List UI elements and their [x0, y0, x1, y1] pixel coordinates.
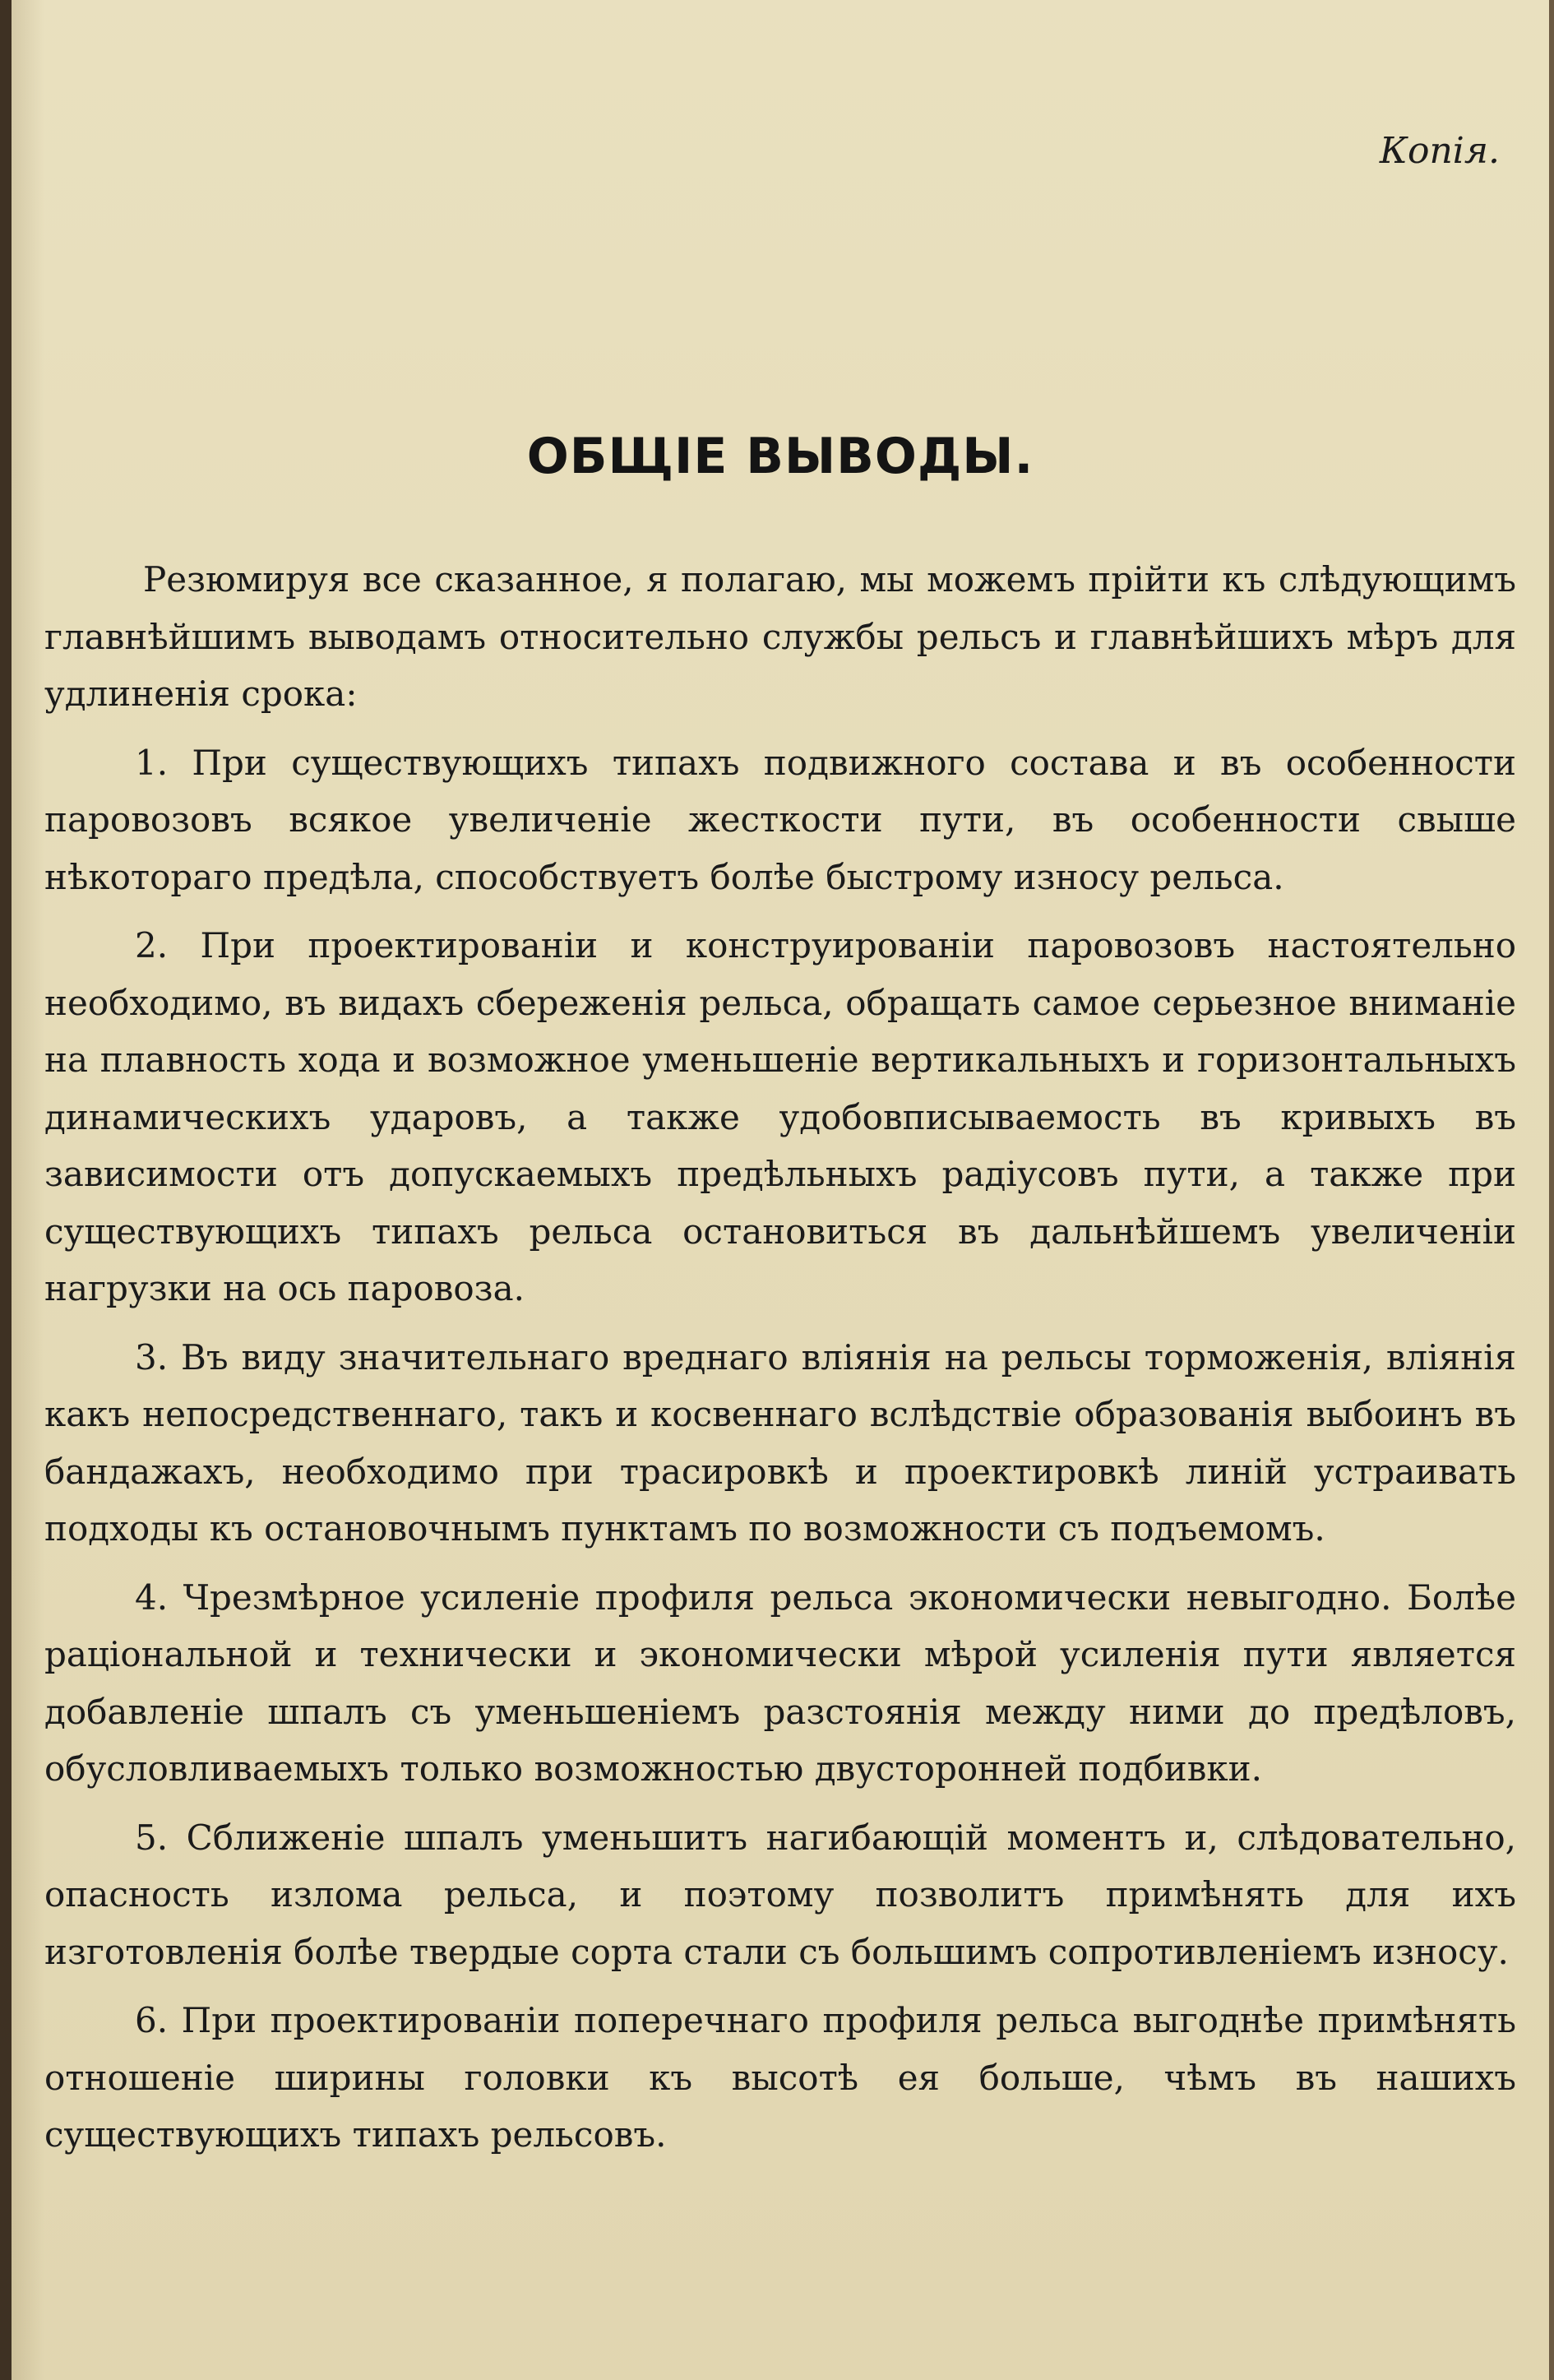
document-page — [12, 0, 1549, 2380]
page-left-edge — [0, 0, 12, 2380]
copy-label: Копія. — [1379, 130, 1500, 172]
conclusion-item-4: 4. Чрезмѣрное усиленіе профиля рельса экономически невыгодно. Болѣе раціональной и технически и экономически мѣрой усиленія пути является добавленіе шпалъ съ уменьшеніемъ разстоянія между ними до предѣловъ, обусловливаемыхъ только возможностью двусторонней подбивки. — [44, 1577, 1516, 1789]
conclusion-item-2: 2. При проектированіи и конструированіи паровозовъ настоятельно необходимо, въ видахъ сбереженія рельса, обращать самое серьезное вниманіе на плавность хода и возможное уменьшеніе вертикальныхъ и горизонтальныхъ динамическихъ ударовъ, а также удобовписываемость въ кривыхъ въ зависимости отъ допускаемыхъ предѣльныхъ радіусовъ пути, а также при существующихъ типахъ рельса остановиться въ дальнѣйшемъ увеличеніи нагрузки на ось паровоза. — [44, 925, 1516, 1308]
document-body — [44, 551, 1516, 2175]
conclusion-item-5: 5. Сближеніе шпалъ уменьшитъ нагибающій моментъ и, слѣдовательно, опасность излома рельса, и поэтому позволитъ примѣнять для ихъ изготовленія болѣе твердые сорта стали съ большимъ сопротивленіемъ износу. — [44, 1817, 1516, 1972]
intro-paragraph: Резюмируя все сказанное, я полагаю, мы можемъ прійти къ слѣдующимъ главнѣйшимъ выводамъ относительно службы рельсъ и главнѣйшихъ мѣръ для удлиненія срока: — [44, 559, 1516, 714]
page-title: ОБЩІЕ ВЫВОДЫ. — [526, 428, 1034, 485]
conclusion-item-3: 3. Въ виду значительнаго вреднаго вліянія на рельсы торможенія, вліянія какъ непосредственнаго, такъ и косвеннаго вслѣдствіе образованія выбоинъ въ бандажахъ, необходимо при трасировкѣ и проектировкѣ линій устраивать подходы къ остановочнымъ пунктамъ по возможности съ подъемомъ. — [44, 1336, 1516, 1549]
conclusion-item-1: 1. При существующихъ типахъ подвижного состава и въ особенности паровозовъ всякое увеличеніе жесткости пути, въ особенности свыше нѣкотораго предѣла, способствуетъ болѣе быстрому износу рельса. — [44, 742, 1516, 897]
conclusion-item-6: 6. При проектированіи поперечнаго профиля рельса выгоднѣе примѣнять отношеніе ширины головки къ высотѣ ея больше, чѣмъ въ нашихъ существующихъ типахъ рельсовъ. — [44, 2000, 1516, 2155]
